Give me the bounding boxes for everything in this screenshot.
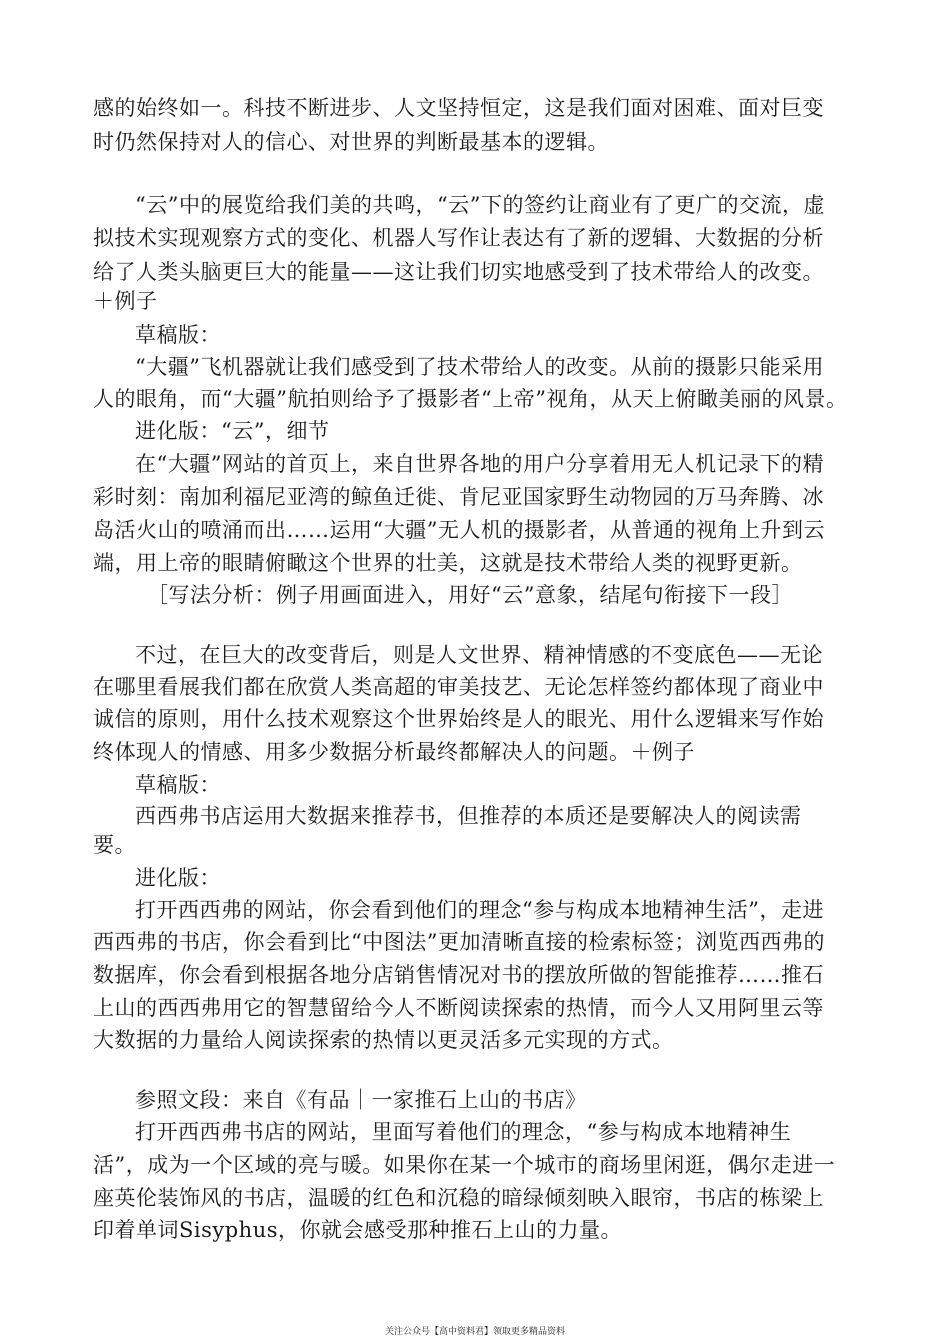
evolved-1-line-3: 岛活火山的喷涌而出……运用“大疆”无人机的摄影者，从普通的视角上升到云	[93, 518, 825, 542]
draft-1-line-2: 人的眼角，而“大疆”航拍则给予了摄影者“上帝”视角，从天上俯瞰美丽的风景。	[93, 387, 848, 411]
evolved-1-label: 进化版：“云”，细节	[135, 419, 330, 443]
paragraph-3-line-2: 在哪里看展我们都在欣赏人类高超的审美技艺、无论怎样签约都体现了商业中	[93, 675, 824, 699]
paragraph-2-line-4: ＋例子	[93, 289, 158, 313]
reference-line-2: 活”，成为一个区域的亮与暖。如果你在某一个城市的商场里闲逛，偶尔走进一	[93, 1153, 836, 1177]
paragraph-2-line-2: 拟技术实现观察方式的变化、机器人写作让表达有了新的逻辑、大数据的分析	[93, 226, 824, 250]
evolved-2-line-1: 打开西西弗的网站，你会看到他们的理念“参与构成本地精神生活”，走进	[135, 898, 824, 922]
reference-label: 参照文段：来自《有品｜一家推石上山的书店》	[135, 1088, 587, 1112]
paragraph-1-line-2: 时仍然保持对人的信心、对世界的判断最基本的逻辑。	[93, 130, 609, 154]
evolved-1-line-2: 彩时刻：南加利福尼亚湾的鲸鱼迁徙、肯尼亚国家野生动物园的万马奔腾、冰	[93, 485, 824, 509]
draft-2-line-1: 西西弗书店运用大数据来推荐书，但推荐的本质还是要解决人的阅读需	[135, 804, 802, 828]
reference-line-3: 座英伦装饰风的书店，温暖的红色和沉稳的暗绿倾刻映入眼帘，书店的栋梁上	[93, 1186, 824, 1210]
reference-line-4: 印着单词Sisyphus，你就会感受那种推石上山的力量。	[93, 1218, 623, 1242]
evolved-1-line-1: 在“大疆”网站的首页上，来自世界各地的用户分享着用无人机记录下的精	[135, 452, 824, 476]
page-footer: 关注公众号【高中资料君】领取更多精品资料	[384, 1327, 565, 1337]
evolved-2-label: 进化版：	[135, 866, 221, 890]
writing-analysis-note: ［写法分析：例子用画面进入，用好“云”意象，结尾句衔接下一段］	[147, 583, 793, 607]
paragraph-3-line-3: 诚信的原则，用什么技术观察这个世界始终是人的眼光、用什么逻辑来写作始	[93, 707, 824, 731]
evolved-2-line-5: 大数据的力量给人阅读探索的热情以更灵活多元实现的方式。	[93, 1028, 674, 1052]
draft-1-label: 草稿版：	[135, 323, 221, 347]
evolved-2-line-4: 上山的西西弗用它的智慧留给今人不断阅读探索的热情，而今人又用阿里云等	[93, 996, 824, 1020]
evolved-2-line-2: 西西弗的书店，你会看到比“中图法”更加清晰直接的检索标签；浏览西西弗的	[93, 930, 825, 954]
draft-2-line-2: 要。	[93, 833, 136, 857]
draft-2-label: 草稿版：	[135, 773, 221, 797]
draft-1-line-1: “大疆”飞机器就让我们感受到了技术带给人的改变。从前的摄影只能采用	[135, 355, 824, 379]
reference-line-1: 打开西西弗书店的网站，里面写着他们的理念，“参与构成本地精神生	[135, 1120, 792, 1144]
evolved-2-line-3: 数据库，你会看到根据各地分店销售情况对书的摆放所做的智能推荐……推石	[93, 963, 824, 987]
paragraph-3-line-4: 终体现人的情感、用多少数据分析最终都解决人的问题。＋例子	[93, 740, 695, 764]
paragraph-1-line-1: 感的始终如一。科技不断进步、人文坚持恒定，这是我们面对困难、面对巨变	[93, 96, 824, 120]
paragraph-3-line-1: 不过，在巨大的改变背后，则是人文世界、精神情感的不变底色——无论	[135, 643, 823, 667]
paragraph-2-line-3: 给了人类头脑更巨大的能量——这让我们切实地感受到了技术带给人的改变。	[93, 260, 824, 284]
paragraph-2-line-1: “云”中的展览给我们美的共鸣，“云”下的签约让商业有了更广的交流，虚	[135, 193, 825, 217]
evolved-1-line-4: 端，用上帝的眼睛俯瞰这个世界的壮美，这就是技术带给人类的视野更新。	[93, 551, 803, 575]
